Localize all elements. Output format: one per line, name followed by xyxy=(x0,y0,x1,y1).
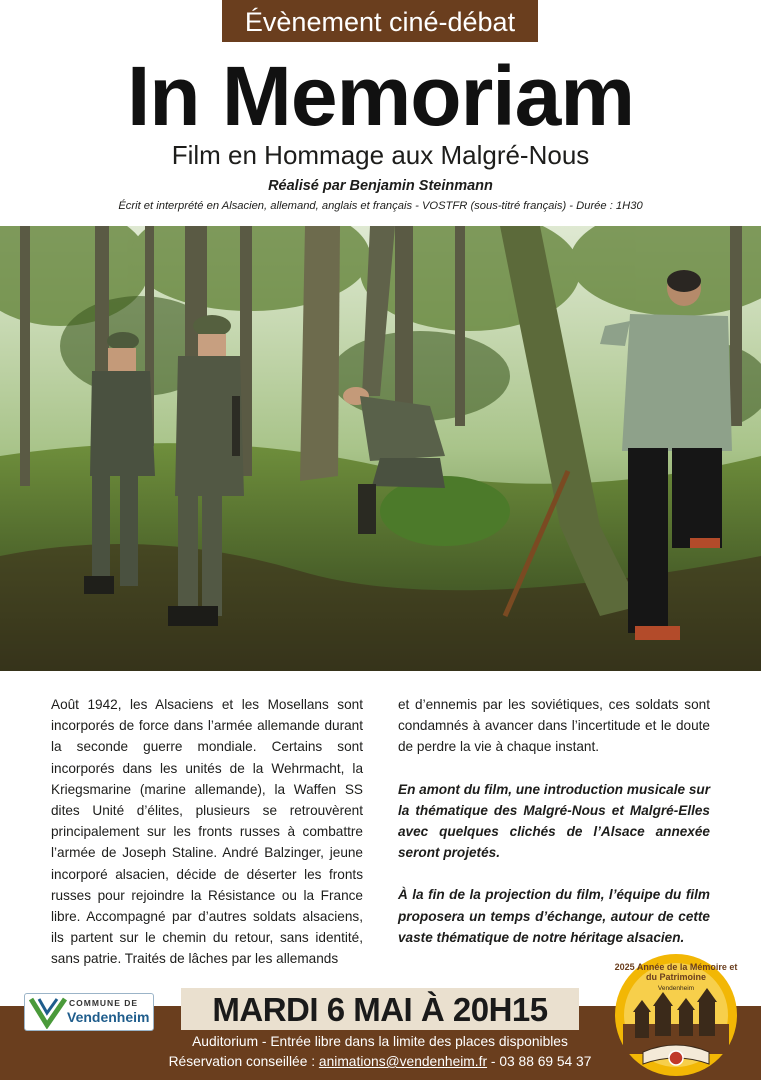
forest-scene-illustration xyxy=(0,226,761,671)
director-credit: Réalisé par Benjamin Steinmann xyxy=(268,178,493,194)
reservation-label: Réservation conseillée : xyxy=(168,1054,319,1069)
commune-logo xyxy=(24,993,154,1031)
badge-title: 2025 Année de la Mémoire et du Patrimoine xyxy=(614,962,738,982)
memory-year-badge xyxy=(613,952,739,1078)
musical-intro-note: En amont du film, une introduction musicale sur la thématique des Malgré-Nous et Malgré-Elles avec quelques clichés de l’Alsace annexée seront projetés. xyxy=(398,781,710,861)
event-date: MARDI 6 MAI À 20H15 xyxy=(181,988,579,1030)
venue-info: Auditorium - Entrée libre dans la limite des places disponibles xyxy=(192,1034,568,1049)
synopsis-left-column xyxy=(51,694,363,970)
film-title: In Memoriam xyxy=(126,49,635,143)
email-link[interactable]: animations@vendenheim.fr xyxy=(318,1054,488,1069)
closing-discussion-note: À la fin de la projection du film, l’équipe du film proposera un temps d’échange, autour de cette vaste thématique de notre héritage alsacien. xyxy=(398,887,710,945)
event-type-badge: Évènement ciné-débat xyxy=(222,0,538,42)
logo-line-town: Vendenheim xyxy=(67,1009,150,1025)
film-still-image xyxy=(0,226,761,671)
synopsis-paragraph: Août 1942, les Alsaciens et les Mosellans sont incorporés de force dans l’armée allemande durant la seconde guerre mondiale. Certains sont incorporés dans les unités de la Wehrmacht, la Kriegsmarine (marine allemande), la Waffen SS dites Unité d’élites, plusieurs se retrouvèrent principalement sur les fronts russes à combattre l’armée de Joseph Staline. André Balzinger, jeune incorporé alsacien, décide de déserter les fronts russes pour rejoindre la Résistance ou la France libre. Accompagné par d’autres soldats alsaciens, ils partent sur le chemin du retour, sans identité, sans patrie. Traités de lâches par les allemands xyxy=(51,697,363,967)
synopsis-right-column xyxy=(398,694,710,948)
logo-line-commune: COMMUNE DE xyxy=(69,998,139,1008)
film-details: Écrit et interprété en Alsacien, allemand, anglais et français - VOSTFR (sous-titré français) - Durée : 1H30 xyxy=(118,200,643,212)
synopsis-continuation: et d’ennemis par les soviétiques, ces soldats sont condamnés à avancer dans l’incertitude et le doute de perdre la vie à chaque instant. xyxy=(398,697,710,755)
phone-number: - 03 88 69 54 37 xyxy=(487,1054,592,1069)
badge-town: Vendenheim xyxy=(657,985,695,992)
film-subtitle: Film en Hommage aux Malgré-Nous xyxy=(171,140,590,170)
vendenheim-v-icon xyxy=(29,995,69,1029)
reservation-info xyxy=(160,1054,600,1069)
